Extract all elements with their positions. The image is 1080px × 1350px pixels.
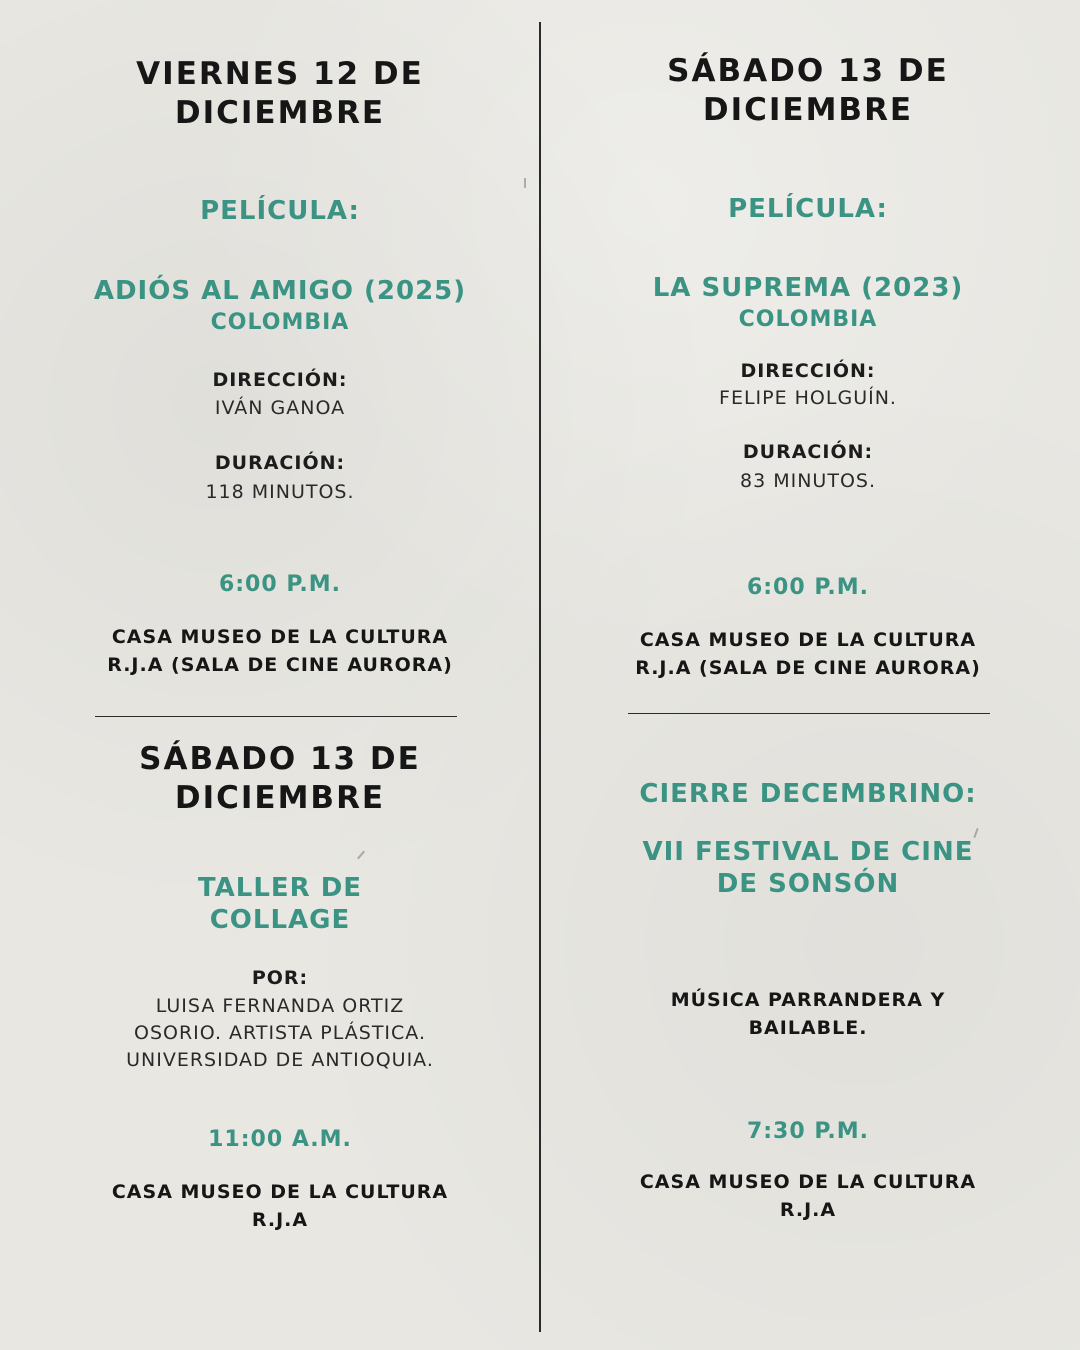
event-venue [568, 626, 1048, 682]
right-horizontal-divider [628, 713, 990, 714]
direction-value: FELIPE HOLGUÍN. [719, 387, 897, 409]
event-saturday-workshop [40, 740, 520, 1240]
workshop-title [40, 872, 520, 936]
venue-line2: R.J.A [779, 1199, 837, 1221]
left-horizontal-divider [95, 716, 457, 717]
direction-label: DIRECCIÓN: [212, 369, 348, 391]
event-closing-festival [568, 778, 1048, 1238]
paper-fleck [524, 178, 526, 188]
music-line2: BAILABLE. [748, 1017, 868, 1039]
direction-value: IVÁN GANOA [214, 397, 346, 419]
event-date [40, 55, 520, 133]
event-date-line1: VIERNES 12 DE [136, 56, 424, 92]
music-line1: MÚSICA PARRANDERA Y [670, 989, 946, 1011]
venue-line1: CASA MUSEO DE LA CULTURA [111, 626, 449, 648]
by-line2: OSORIO. ARTISTA PLÁSTICA. [133, 1022, 426, 1044]
event-date-line1: SÁBADO 13 DE [139, 741, 421, 777]
event-date-line2: DICIEMBRE [702, 92, 914, 128]
festival-line2: DE SONSÓN [716, 869, 900, 899]
festival-line1: VII FESTIVAL DE CINE [642, 837, 974, 867]
venue-line2: R.J.A (SALA DE CINE AURORA) [635, 657, 981, 679]
event-venue [568, 1168, 1048, 1224]
event-category: PELÍCULA: [728, 194, 888, 224]
event-time: 11:00 A.M. [208, 1127, 352, 1152]
film-country: COLOMBIA [210, 310, 350, 335]
event-saturday-film [568, 52, 1048, 702]
film-title: ADIÓS AL AMIGO (2025) [93, 276, 467, 306]
venue-line1: CASA MUSEO DE LA CULTURA [111, 1181, 449, 1203]
event-date-line2: DICIEMBRE [174, 95, 386, 131]
event-category: PELÍCULA: [200, 196, 360, 226]
event-venue [40, 1178, 520, 1234]
duration-label: DURACIÓN: [214, 452, 346, 474]
by-label: POR: [251, 967, 309, 989]
music-description [568, 986, 1048, 1042]
workshop-title-line1: TALLER DE [197, 873, 363, 903]
direction-label: DIRECCIÓN: [740, 360, 876, 382]
event-venue [40, 623, 520, 679]
venue-line2: R.J.A (SALA DE CINE AURORA) [107, 654, 453, 676]
duration-value: 118 MINUTOS. [205, 481, 355, 503]
vertical-divider [539, 22, 541, 1332]
event-date [568, 52, 1048, 130]
film-country: COLOMBIA [738, 307, 878, 332]
event-time: 6:00 P.M. [746, 575, 870, 600]
workshop-title-line2: COLLAGE [209, 905, 351, 935]
event-date-line2: DICIEMBRE [174, 780, 386, 816]
venue-line2: R.J.A [251, 1209, 309, 1231]
duration-value: 83 MINUTOS. [740, 470, 876, 492]
closing-label: CIERRE DECEMBRINO: [639, 779, 977, 809]
by-value [40, 993, 520, 1074]
festival-name [568, 836, 1048, 900]
event-time: 7:30 P.M. [746, 1119, 870, 1144]
event-date-line1: SÁBADO 13 DE [667, 53, 949, 89]
venue-line1: CASA MUSEO DE LA CULTURA [639, 629, 977, 651]
event-friday-film [40, 55, 520, 705]
venue-line1: CASA MUSEO DE LA CULTURA [639, 1171, 977, 1193]
duration-label: DURACIÓN: [742, 441, 874, 463]
by-line1: LUISA FERNANDA ORTIZ [155, 995, 405, 1017]
by-line3: UNIVERSIDAD DE ANTIOQUIA. [126, 1049, 434, 1071]
event-date [40, 740, 520, 818]
event-time: 6:00 P.M. [218, 572, 342, 597]
film-title: LA SUPREMA (2023) [652, 273, 964, 303]
